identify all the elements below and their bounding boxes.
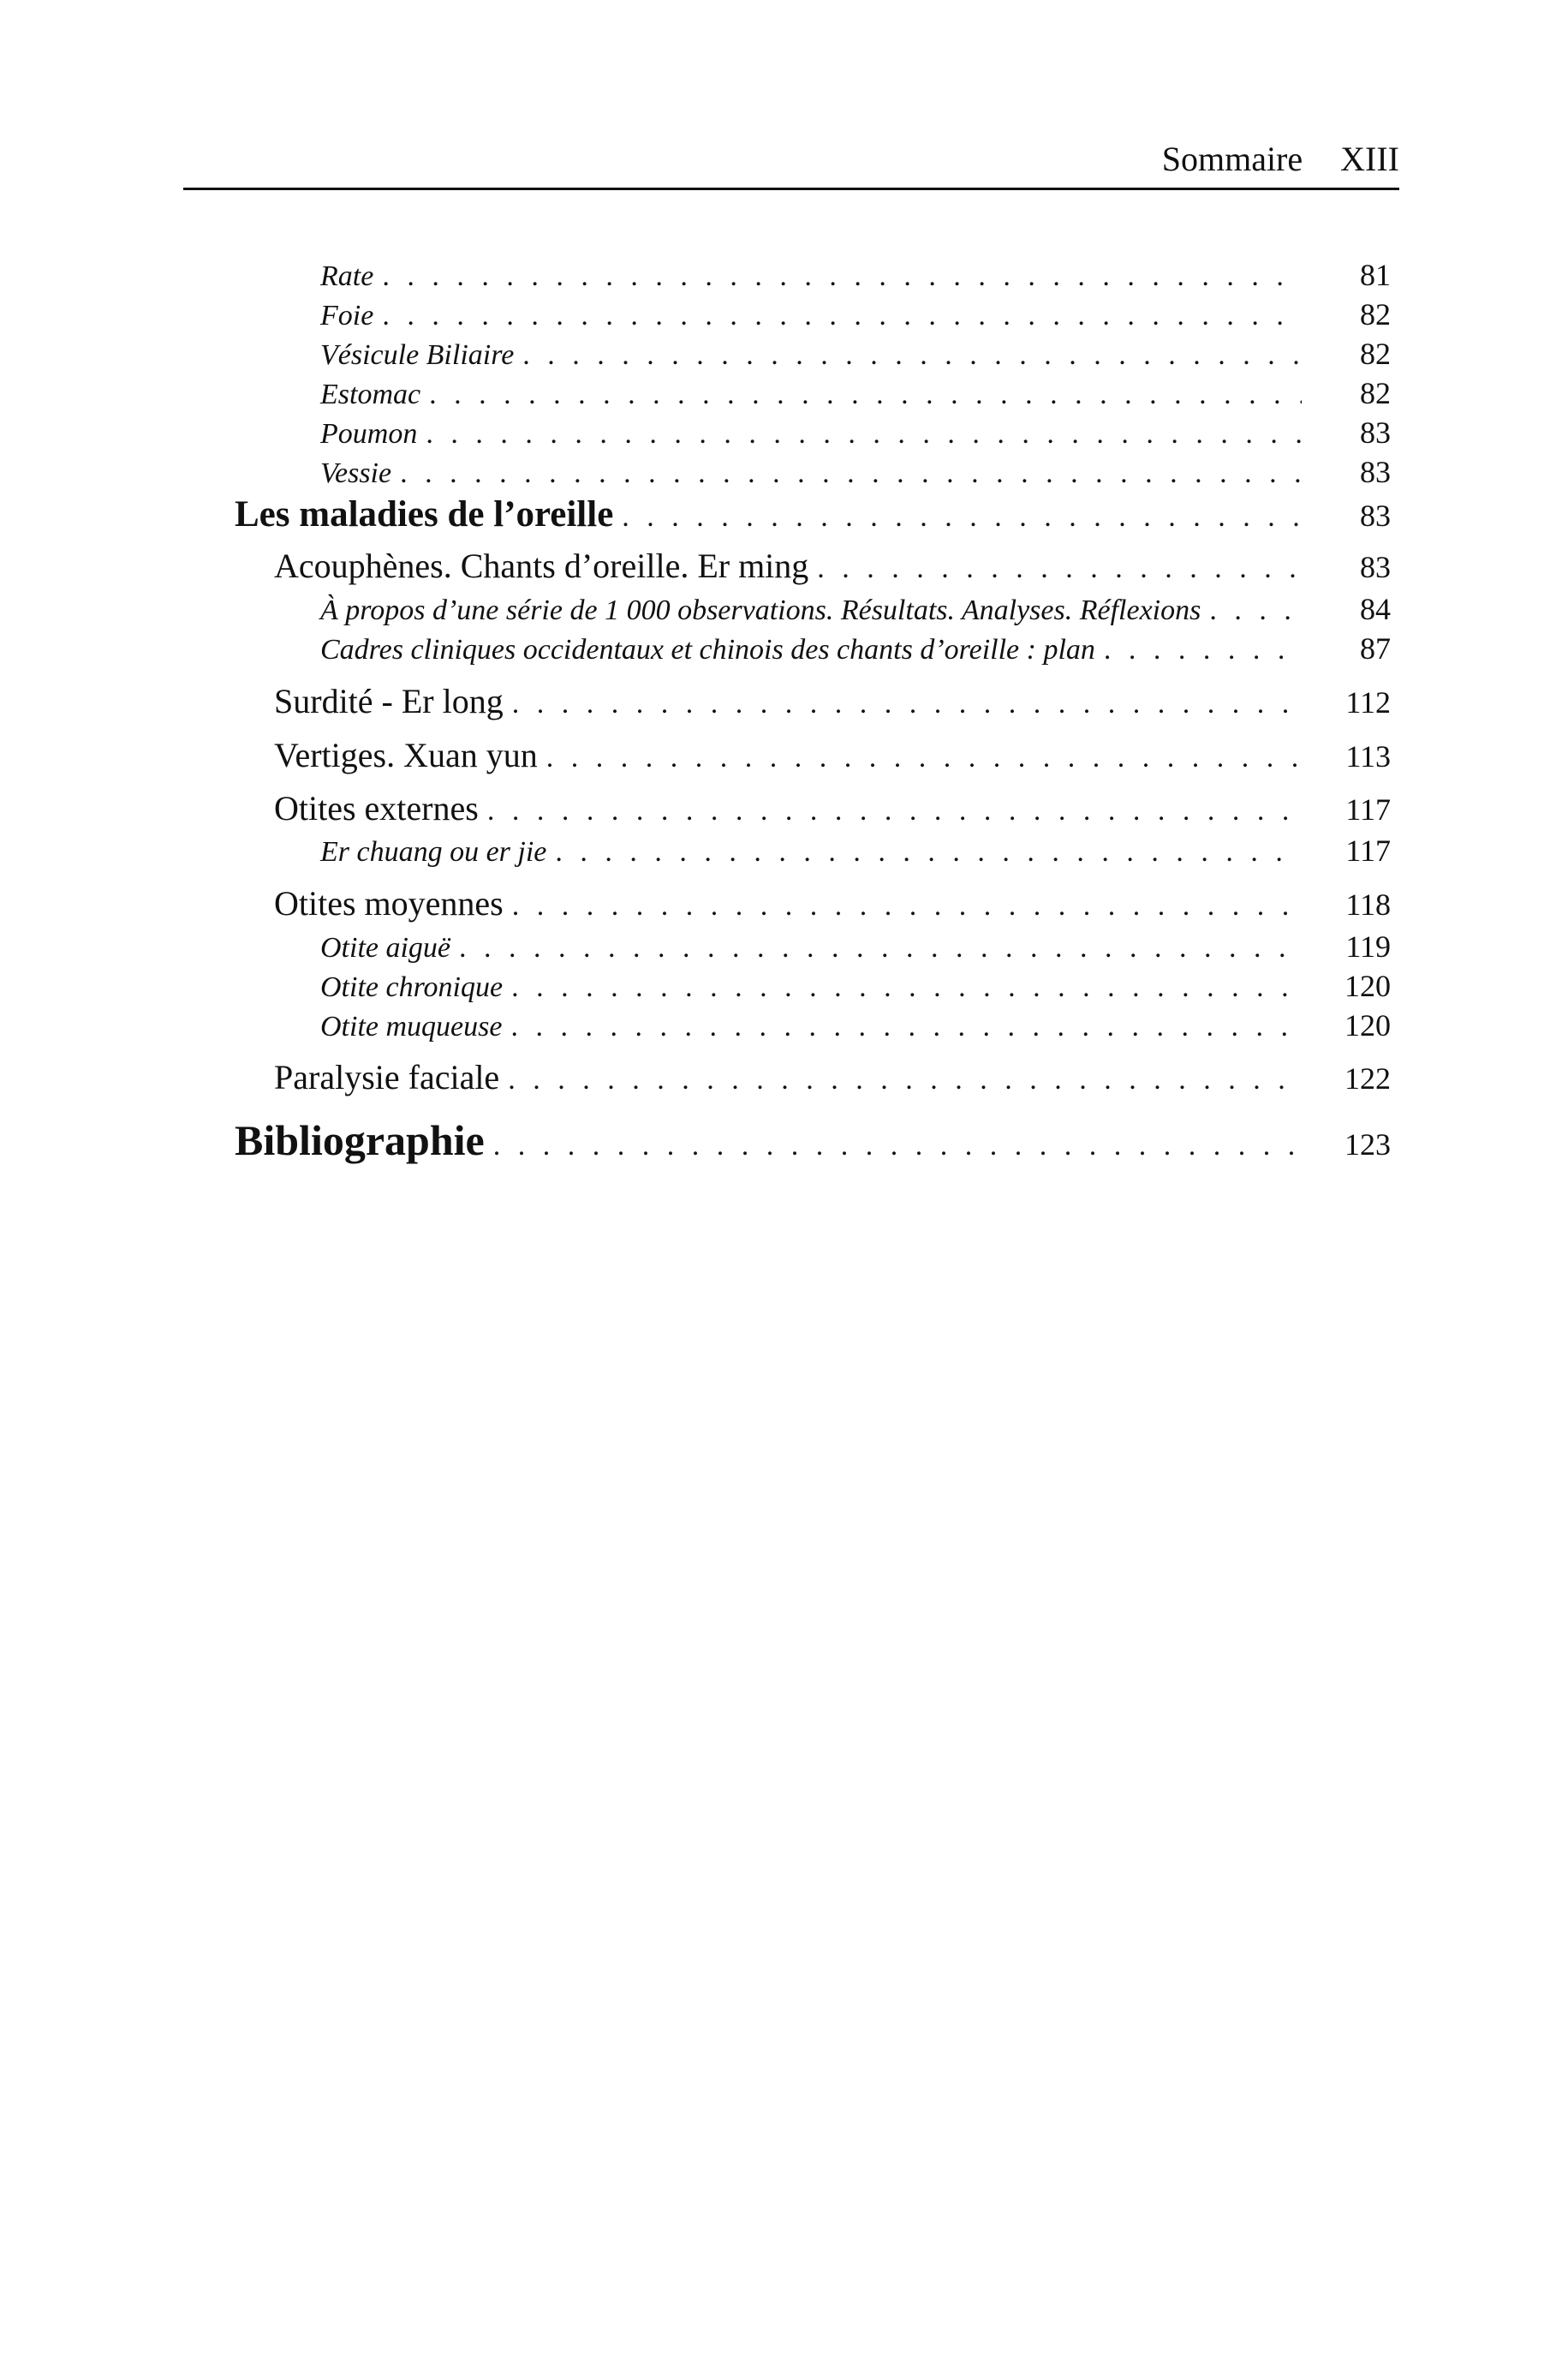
toc-entry-title: Otite chronique — [320, 971, 504, 1003]
dot-leader — [382, 300, 1302, 332]
toc-entry-page: 84 — [1360, 592, 1391, 626]
toc-entry-title: Er chuang ou er jie — [320, 836, 547, 868]
toc-entry-title: Otite aiguë — [320, 932, 451, 964]
toc-entry-page: 83 — [1360, 415, 1391, 450]
dot-leader — [508, 1064, 1302, 1096]
dot-leader — [512, 890, 1302, 923]
dot-leader — [622, 501, 1302, 534]
toc-entry-chapter[interactable] — [235, 493, 1391, 535]
toc-entry-title: Vésicule Biliaire — [320, 339, 515, 371]
dot-leader — [522, 339, 1302, 372]
toc-entry-page: 123 — [1344, 1127, 1391, 1162]
toc-entry[interactable] — [320, 929, 1391, 965]
toc-entry-page: 120 — [1344, 969, 1391, 1003]
dot-leader — [400, 457, 1302, 490]
toc-entry-title: Otite muqueuse — [320, 1011, 503, 1043]
toc-entry-section[interactable] — [274, 788, 1391, 828]
toc-entry-page: 119 — [1345, 929, 1391, 964]
toc-entry-page: 83 — [1360, 455, 1391, 489]
toc-entry-title: Cadres cliniques occidentaux et chinois des chants d’oreille : plan — [320, 634, 1095, 666]
dot-leader — [382, 260, 1302, 293]
dot-leader — [493, 1130, 1302, 1162]
dot-leader — [512, 688, 1302, 720]
dot-leader — [426, 418, 1302, 451]
toc-entry-title: Vertiges. Xuan yun — [274, 736, 538, 774]
toc-entry[interactable] — [320, 968, 1391, 1004]
dot-leader — [817, 553, 1302, 585]
section-title: Sommaire — [1161, 140, 1303, 178]
toc-entry[interactable] — [320, 630, 1391, 666]
toc-entry-page: 120 — [1344, 1008, 1391, 1043]
toc-entry[interactable] — [320, 833, 1391, 869]
toc-entry-page: 81 — [1360, 258, 1391, 292]
toc-entry-page: 82 — [1360, 376, 1391, 410]
toc-entry-title: Vessie — [320, 457, 392, 489]
toc-entry-page: 82 — [1360, 297, 1391, 332]
toc-entry[interactable] — [320, 257, 1391, 293]
dot-leader — [459, 932, 1302, 965]
toc-entry[interactable] — [320, 415, 1391, 451]
toc-entry-page: 117 — [1345, 833, 1391, 868]
toc-entry-page: 122 — [1344, 1061, 1391, 1096]
toc-entry-page: 112 — [1345, 685, 1391, 720]
toc-entry-page: 117 — [1345, 792, 1391, 827]
toc-entry-title: À propos d’une série de 1 000 observations. Résultats. Analyses. Réflexions — [320, 594, 1201, 626]
toc-entry-page: 82 — [1360, 337, 1391, 371]
toc-entry-section[interactable] — [274, 883, 1391, 923]
toc-entry-section[interactable] — [274, 735, 1391, 775]
running-header — [183, 137, 1399, 190]
toc-entry-section[interactable] — [274, 1057, 1391, 1097]
toc-entry-title: Rate — [320, 260, 374, 292]
toc-entry[interactable] — [320, 454, 1391, 490]
toc-entry[interactable] — [320, 375, 1391, 411]
dot-leader — [1209, 594, 1302, 627]
toc-entry-title: Les maladies de l’oreille — [235, 494, 614, 535]
toc-entry-section[interactable] — [274, 681, 1391, 721]
dot-leader — [487, 795, 1302, 828]
toc-entry-title: Foie — [320, 300, 374, 332]
dot-leader — [510, 1011, 1302, 1043]
toc-entry[interactable] — [320, 1007, 1391, 1043]
page-number: XIII — [1340, 140, 1399, 178]
dot-leader — [511, 971, 1302, 1004]
toc-entry[interactable] — [320, 336, 1391, 372]
toc-entry-title: Otites moyennes — [274, 884, 504, 923]
toc-entry-title: Surdité - Er long — [274, 682, 504, 720]
toc-entry-title: Bibliographie — [235, 1116, 485, 1164]
toc-entry-title: Otites externes — [274, 789, 479, 828]
toc-entry-title: Acouphènes. Chants d’oreille. Er ming — [274, 547, 809, 585]
toc-entry-part[interactable] — [235, 1115, 1391, 1165]
dot-leader — [555, 836, 1302, 869]
toc-entry-section[interactable] — [274, 546, 1391, 586]
toc-entry[interactable] — [320, 296, 1391, 332]
toc-entry-page: 113 — [1345, 739, 1391, 774]
dot-leader — [1104, 634, 1302, 666]
toc-entry-title: Paralysie faciale — [274, 1058, 500, 1096]
dot-leader — [429, 379, 1302, 411]
toc-entry-page: 83 — [1360, 499, 1391, 533]
toc-entry-title: Poumon — [320, 418, 418, 450]
toc-entry-page: 87 — [1360, 631, 1391, 666]
toc-entry-page: 118 — [1345, 887, 1391, 922]
toc-entry[interactable] — [320, 591, 1391, 627]
toc-entry-page: 83 — [1360, 550, 1391, 584]
dot-leader — [546, 742, 1302, 774]
toc-entry-title: Estomac — [320, 379, 421, 410]
